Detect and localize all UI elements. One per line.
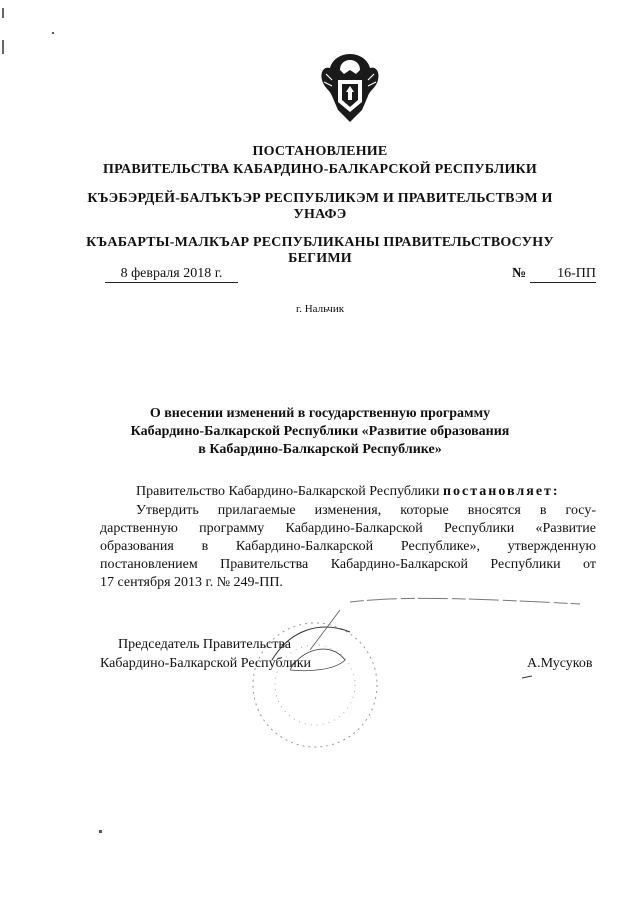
seal-stamp	[250, 590, 620, 760]
margin-mark	[2, 40, 4, 54]
authority-karachay-line1: КЪАБАРТЫ-МАЛКЪАР РЕСПУБЛИКАНЫ ПРАВИТЕЛЬСТВОСУНУ	[86, 235, 554, 250]
signer-name: А.Мусуков	[527, 656, 593, 671]
subject-line-3: в Кабардино-Балкарской Республике»	[198, 442, 442, 457]
document-number: 16-ПП	[530, 265, 596, 283]
body-line-5: 17 сентября 2013 г. № 249-ПП.	[100, 575, 283, 590]
body-intro	[100, 483, 596, 501]
authority-karachay-line2: БЕГИМИ	[288, 251, 352, 266]
decree-word: постановляет:	[442, 484, 560, 499]
number-label: №	[512, 266, 527, 281]
subject	[0, 405, 640, 459]
body-line-2: дарственную программу Кабардино-Балкарской Республики «Развитие	[100, 521, 596, 536]
scan-speck	[99, 830, 102, 833]
authority-kabardian-line2: УНАФЭ	[293, 207, 347, 222]
signer-title-line1: Председатель Правительства	[118, 637, 291, 652]
scan-speck	[52, 32, 54, 34]
signer-title-line2: Кабардино-Балкарской Республики	[100, 656, 311, 671]
subject-line-2: Кабардино-Балкарской Республики «Развитие образования	[130, 424, 510, 439]
document-type: ПОСТАНОВЛЕНИЕ	[252, 144, 388, 159]
authority-kabardian-line1: КЪЭБЭРДЕЙ-БАЛЪКЪЭР РЕСПУБЛИКЭМ И ПРАВИТЕЛЬСТВЭМ И	[87, 191, 553, 206]
document-date: 8 февраля 2018 г.	[105, 265, 238, 283]
coat-of-arms-emblem	[318, 50, 382, 126]
authority-russian: ПРАВИТЕЛЬСТВА КАБАРДИНО-БАЛКАРСКОЙ РЕСПУБЛИКИ	[102, 162, 538, 177]
subject-line-1: О внесении изменений в государственную программу	[149, 406, 491, 421]
body-line-3: образования в Кабардино-Балкарской Республике», утвержденную	[100, 539, 596, 554]
margin-mark	[2, 8, 4, 18]
body-line-1: Утвердить прилагаемые изменения, которые вносятся в госу-	[136, 503, 596, 518]
body-line-4: постановлением Правительства Кабардино-Балкарской Республики от	[100, 557, 596, 572]
intro-text: Правительство Кабардино-Балкарской Республики	[136, 484, 440, 499]
city: г. Нальчик	[295, 303, 345, 315]
